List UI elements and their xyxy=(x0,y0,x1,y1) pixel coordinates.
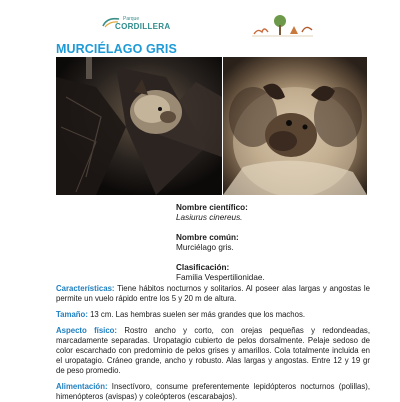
page-title: MURCIÉLAGO GRIS xyxy=(56,42,177,56)
scientific-name-value: Lasiurus cinereus. xyxy=(176,213,243,222)
caracteristicas-label: Características: xyxy=(56,284,115,293)
alimentacion-label: Alimentación: xyxy=(56,382,108,391)
classification-label: Clasificación: xyxy=(176,263,230,272)
cordillera-logo xyxy=(101,16,171,38)
page-header xyxy=(0,10,400,40)
classification-value: Familia Vespertilionidae. xyxy=(176,273,265,282)
tamano-label: Tamaño: xyxy=(56,310,88,319)
caracteristicas-text: Tiene hábitos nocturnos y solitarios. Al poseer alas largas y angostas le permite un vuelo rápido entre los 5 y 20 m de altura. xyxy=(56,284,370,303)
bat-photo-face xyxy=(223,57,367,195)
logo-big-text: CORDILLERA xyxy=(115,22,171,31)
taxonomy-info xyxy=(176,203,376,283)
section-caracteristicas xyxy=(56,284,370,304)
common-name-label: Nombre común: xyxy=(176,233,239,242)
alimentacion-text: Insectívoro, consume preferentemente lepidópteros nocturnos (polillas), himenópteros (avispas) y coleópteros (escarabajos). xyxy=(56,382,370,401)
bat-photo-wing xyxy=(56,57,222,195)
section-aspecto xyxy=(56,326,370,376)
aspecto-text: Rostro ancho y corto, con orejas pequeñas y redondeadas, marcadamente separadas. Uropatagio cubierto de pelos dorsalmente. Pelaje sedoso de color escarchado con predominio de pelos grises y amarillos. Cola totalmente incluida en el uropatagio. Cráneo grande, ancho y robusto. Alas largas y angostas. Entre 12 y 19 gr de peso promedio. xyxy=(56,326,371,375)
scientific-name-label: Nombre científico: xyxy=(176,203,248,212)
tamano-text: 13 cm. Las hembras suelen ser más grandes que los machos. xyxy=(87,310,306,319)
section-alimentacion xyxy=(56,382,370,402)
logo-small-text: Parque xyxy=(123,16,140,22)
aspecto-label: Aspecto físico: xyxy=(56,326,118,335)
wildlife-decoration-icon xyxy=(250,12,315,38)
common-name-value: Murciélago gris. xyxy=(176,243,234,252)
section-tamano xyxy=(56,310,370,320)
